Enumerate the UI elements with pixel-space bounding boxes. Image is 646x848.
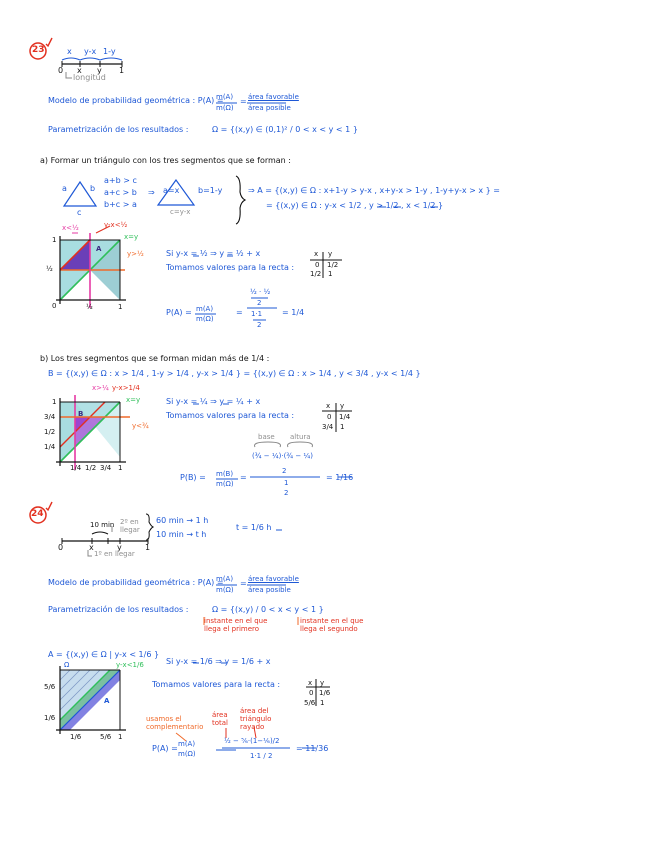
tick-0-a: 0 <box>52 302 57 310</box>
eq-sign-b: = <box>240 473 247 482</box>
inst-second: instante en el que llega el segundo <box>300 617 364 633</box>
label-x-eq-y: x=y <box>124 233 139 241</box>
model-label: Modelo de probabilidad geométrica : P(A) = <box>48 96 224 105</box>
tick-y: y <box>97 66 102 75</box>
model-fav-24: área favorable <box>248 575 299 583</box>
tri2-a: a=x <box>163 186 180 195</box>
ten-min-label: 10 min <box>90 521 115 529</box>
tri-label-a: a <box>62 184 67 193</box>
table-b-r2-x: 3/4 <box>322 423 334 431</box>
base-label: base <box>258 433 275 441</box>
section-a-title: a) Formar un triángulo con los tres segmentos que se forman : <box>40 156 291 165</box>
label-y-lt-3q: y<¾ <box>132 422 149 430</box>
si-a: Si y-x = ½ ⇒ y = ½ + x <box>166 249 261 258</box>
pA-24-den-expr: 1·1 / 2 <box>250 752 273 760</box>
b-tick-y-1: 1 <box>52 398 57 406</box>
label-x-gt-quarter: x>¼ <box>92 384 109 392</box>
pA-a-den: m(Ω) <box>196 315 214 323</box>
ineq-3: b+c > a <box>104 200 137 209</box>
problem-number-24: 24 <box>31 509 44 519</box>
eq-sign: = <box>236 308 243 317</box>
arrow-implies: ⇒ <box>148 188 155 197</box>
region-label-A-24: A <box>104 697 110 705</box>
si-24: Si y-x = 1/6 ⇒ y = 1/6 + x <box>166 657 271 666</box>
tick-x-half: ½ <box>86 303 93 311</box>
table-b-r2-y: 1 <box>340 423 345 431</box>
label-y-minus-x-b: y-x>1/4 <box>112 384 140 392</box>
model-den-24: m(Ω) <box>216 586 234 594</box>
p24-tick-1: 1 <box>145 543 151 552</box>
pA-a-bot: 1·1 <box>251 310 263 318</box>
problem-number-23: 23 <box>32 45 45 55</box>
tri-label-c: c <box>77 208 82 217</box>
second-label: 2º en llegar <box>120 518 140 534</box>
model-pos: área posible <box>248 104 291 112</box>
tri2-b: b=1-y <box>198 186 223 195</box>
b-tick-x-half: 1/2 <box>85 464 97 472</box>
b-tick-x-1: 1 <box>118 464 123 472</box>
table-24-r1-x: 0 <box>309 689 314 697</box>
graph-24 <box>56 666 126 734</box>
table-24-h-y: y <box>320 679 325 687</box>
tri-label-b: b <box>90 184 96 193</box>
pB-den-1: 1 <box>284 479 289 487</box>
graph-b <box>56 395 130 470</box>
pB-result: = 1/16 <box>326 473 354 482</box>
seg-label-y-x: y-x <box>84 47 97 56</box>
tick-0: 0 <box>58 66 64 75</box>
A-set-line1: ⇒ A = {(x,y) ∈ Ω : x+1-y > y-x , x+y-x > 1-y , 1-y+y-x > x } = <box>248 186 500 195</box>
pA-a-top-2: 2 <box>257 299 262 307</box>
model-num: m(A) <box>216 93 234 101</box>
param-label: Parametrización de los resultados : <box>48 125 189 134</box>
area-tri-label: área del triángulo rayado <box>240 707 272 731</box>
pA-a-label: P(A) = <box>166 308 192 317</box>
inst-first: instante en el que llega el primero <box>204 617 268 633</box>
p24-tick-x: x <box>89 543 94 552</box>
pA-24-expr: ½ − ⅚·(1−⅙)/2 <box>224 737 280 745</box>
ineq-2: a+c > b <box>104 188 137 197</box>
label-y-minus-x: y-x<½ <box>104 221 128 229</box>
region-label-B: B <box>78 410 84 418</box>
table-a-r1-y: 1/2 <box>327 261 339 269</box>
tick-1: 1 <box>119 66 125 75</box>
model-eq: = <box>240 97 247 106</box>
omega-label: Ω <box>64 661 70 669</box>
p24-x-5-6: 5/6 <box>100 733 112 741</box>
label-y-minus-x-24: y-x<1/6 <box>116 661 144 669</box>
ineq-1: a+b > c <box>104 176 137 185</box>
table-a-r2-x: 1/2 <box>310 270 322 278</box>
pA-24-num: m(A) <box>178 740 196 748</box>
ten-min-h: 10 min → t h <box>156 530 207 539</box>
A-set-24: A = {(x,y) ∈ Ω | y-x < 1/6 } <box>48 650 160 659</box>
param-value-24: Ω = {(x,y) / 0 < x < y < 1 } <box>212 605 324 614</box>
pB-label: P(B) = <box>180 473 206 482</box>
seg-label-1-y: 1-y <box>103 47 116 56</box>
pB-num: m(B) <box>216 470 234 478</box>
tomamos-b: Tomamos valores para la recta : <box>166 411 295 420</box>
pA-a-bot-2: 2 <box>257 321 262 329</box>
model-eq-24: = <box>240 579 247 588</box>
B-set: B = {(x,y) ∈ Ω : x > 1/4 , 1-y > 1/4 , y-x > 1/4 } = {(x,y) ∈ Ω : x > 1/4 , y < 3/4 , y-x < 1/4 } <box>48 369 421 378</box>
tri2-c: c=y-x <box>170 208 191 216</box>
pB-den-2: 2 <box>284 489 289 497</box>
seg-label-x: x <box>67 47 72 56</box>
b-tick-y-quarter: 1/4 <box>44 443 56 451</box>
b-tick-x-3q: 3/4 <box>100 464 112 472</box>
model-fav: área favorable <box>248 93 299 101</box>
tick-x-1: 1 <box>118 303 123 311</box>
tick-y-half: ½ <box>46 265 53 273</box>
label-x-eq-y-b: x=y <box>126 396 141 404</box>
pB-num-expr: (¾ − ¼)·(¾ − ¼) <box>252 452 313 460</box>
table-24-r2-x: 5/6 <box>304 699 316 707</box>
section-b-title: b) Los tres segmentos que se forman midan más de 1/4 : <box>40 354 270 363</box>
p24-tick-y: y <box>117 543 122 552</box>
p24-y-5-6: 5/6 <box>44 683 56 691</box>
b-tick-y-3q: 3/4 <box>44 413 56 421</box>
b-tick-x-quarter: 1/4 <box>70 464 82 472</box>
A-set-line2: = {(x,y) ∈ Ω : y-x < 1/2 , y > 1/2 , x < 1/2 } <box>266 201 444 210</box>
table-a-h-x: x <box>314 250 319 258</box>
model-label-24: Modelo de probabilidad geométrica : P(A) = <box>48 578 224 587</box>
graph-a <box>56 226 126 308</box>
first-label: 1º en llegar <box>94 550 135 558</box>
usamos-label: usamos el complementario <box>146 715 204 731</box>
tick-y-1: 1 <box>52 236 57 244</box>
region-label-A: A <box>96 245 102 253</box>
table-b-h-x: x <box>326 402 331 410</box>
t-eq: t = 1/6 h <box>236 523 272 532</box>
si-b: Si y-x = ¼ ⇒ y = ¼ + x <box>166 397 261 406</box>
altura-label: altura <box>290 433 311 441</box>
pA-a-result: = 1/4 <box>282 308 305 317</box>
param-label-24: Parametrización de los resultados : <box>48 605 189 614</box>
table-a-h-y: y <box>328 250 333 258</box>
pA-24-den: m(Ω) <box>178 750 196 758</box>
tick-x: x <box>77 66 82 75</box>
pB-num-2: 2 <box>282 467 287 475</box>
tomamos-a: Tomamos valores para la recta : <box>166 263 295 272</box>
table-b-r1-y: 1/4 <box>339 413 351 421</box>
pB-den: m(Ω) <box>216 480 234 488</box>
table-a-r2-y: 1 <box>328 270 333 278</box>
area-total-label: área total <box>212 711 229 727</box>
p24-tick-0: 0 <box>58 543 64 552</box>
table-24-r1-y: 1/6 <box>319 689 331 697</box>
sixty-min: 60 min → 1 h <box>156 516 209 525</box>
table-b-h-y: y <box>340 402 345 410</box>
p24-x-1: 1 <box>118 733 123 741</box>
pA-a-top: ½ · ½ <box>250 288 271 296</box>
label-x-lt-half: x<½ <box>62 224 79 232</box>
table-a-r1-x: 0 <box>315 261 320 269</box>
tomamos-24: Tomamos valores para la recta : <box>152 680 281 689</box>
model-pos-24: área posible <box>248 586 291 594</box>
longitud-label: longitud <box>73 73 106 82</box>
table-24-r2-y: 1 <box>320 699 325 707</box>
model-den: m(Ω) <box>216 104 234 112</box>
pA-24-result: = 11/36 <box>296 744 329 753</box>
param-value: Ω = {(x,y) ∈ (0,1)² / 0 < x < y < 1 } <box>212 125 358 134</box>
pA-a-num: m(A) <box>196 305 214 313</box>
model-num-24: m(A) <box>216 575 234 583</box>
p24-y-1-6: 1/6 <box>44 714 56 722</box>
pA-24-label: P(A) = <box>152 744 178 753</box>
table-24-h-x: x <box>308 679 313 687</box>
table-b-r1-x: 0 <box>327 413 332 421</box>
p24-x-1-6: 1/6 <box>70 733 82 741</box>
label-y-gt-half: y>½ <box>127 250 144 258</box>
b-tick-y-half: 1/2 <box>44 428 56 436</box>
